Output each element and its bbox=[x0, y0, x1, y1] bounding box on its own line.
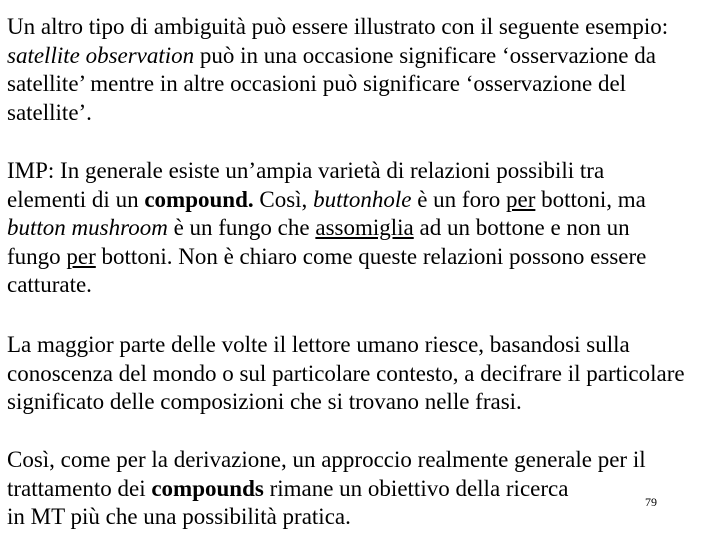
text-run: bottoni. Non è chiaro come queste relazioni possono essere bbox=[95, 243, 647, 269]
term-button-mushroom: button mushroom bbox=[7, 215, 168, 240]
underlined-per: per bbox=[66, 243, 96, 269]
text-line bbox=[7, 214, 719, 243]
text-run: bottoni, ma bbox=[535, 186, 646, 212]
text-line: conoscenza del mondo o sul particolare contesto, a decifrare il particolare bbox=[7, 360, 685, 386]
term-compound: compound. bbox=[144, 186, 254, 212]
text-line: satellite’. bbox=[7, 99, 92, 125]
text-run: Così, bbox=[253, 186, 314, 212]
text-line: satellite’ mentre in altre occasioni può significare ‘osservazione del bbox=[7, 71, 627, 96]
text-run: ad un bottone e non un bbox=[413, 215, 630, 240]
paragraph-ambiguity-example bbox=[7, 13, 719, 127]
term-compounds: compounds bbox=[151, 475, 264, 501]
paragraph-mt-compounds bbox=[7, 446, 719, 532]
text-line: La maggior parte delle volte il lettore umano riesce, basandosi sulla bbox=[7, 332, 630, 357]
paragraph-human-reader bbox=[7, 331, 719, 417]
text-line bbox=[7, 186, 719, 215]
text-line: catturate. bbox=[7, 272, 92, 297]
text-line: IMP: In generale esiste un’ampia varietà di relazioni possibili tra bbox=[7, 158, 605, 183]
paragraph-compound-relations bbox=[7, 157, 719, 300]
text-line bbox=[7, 243, 719, 272]
underlined-assomiglia: assomiglia bbox=[315, 215, 414, 240]
text-line: in MT più che una possibilità pratica. bbox=[7, 504, 351, 529]
text-line bbox=[7, 475, 719, 504]
text-run: può in una occasione significare ‘osservazione da bbox=[194, 42, 656, 68]
text-run: trattamento dei bbox=[7, 475, 152, 501]
term-buttonhole: buttonhole bbox=[313, 186, 412, 212]
page-number: 79 bbox=[645, 495, 657, 509]
term-satellite-observation: satellite observation bbox=[7, 42, 195, 68]
text-line: significato delle composizioni che si trovano nelle frasi. bbox=[7, 389, 522, 414]
text-line: Un altro tipo di ambiguità può essere illustrato con il seguente esempio: bbox=[7, 14, 669, 39]
text-line: Così, come per la derivazione, un approccio realmente generale per il bbox=[7, 447, 646, 472]
text-line bbox=[7, 42, 719, 71]
underlined-per: per bbox=[505, 186, 536, 212]
text-run: rimane un obiettivo della ricerca bbox=[263, 475, 569, 501]
text-run: è un foro bbox=[411, 186, 506, 212]
text-run: elementi di un bbox=[7, 186, 145, 212]
text-run: fungo bbox=[7, 243, 67, 269]
text-run: è un fungo che bbox=[167, 215, 316, 240]
